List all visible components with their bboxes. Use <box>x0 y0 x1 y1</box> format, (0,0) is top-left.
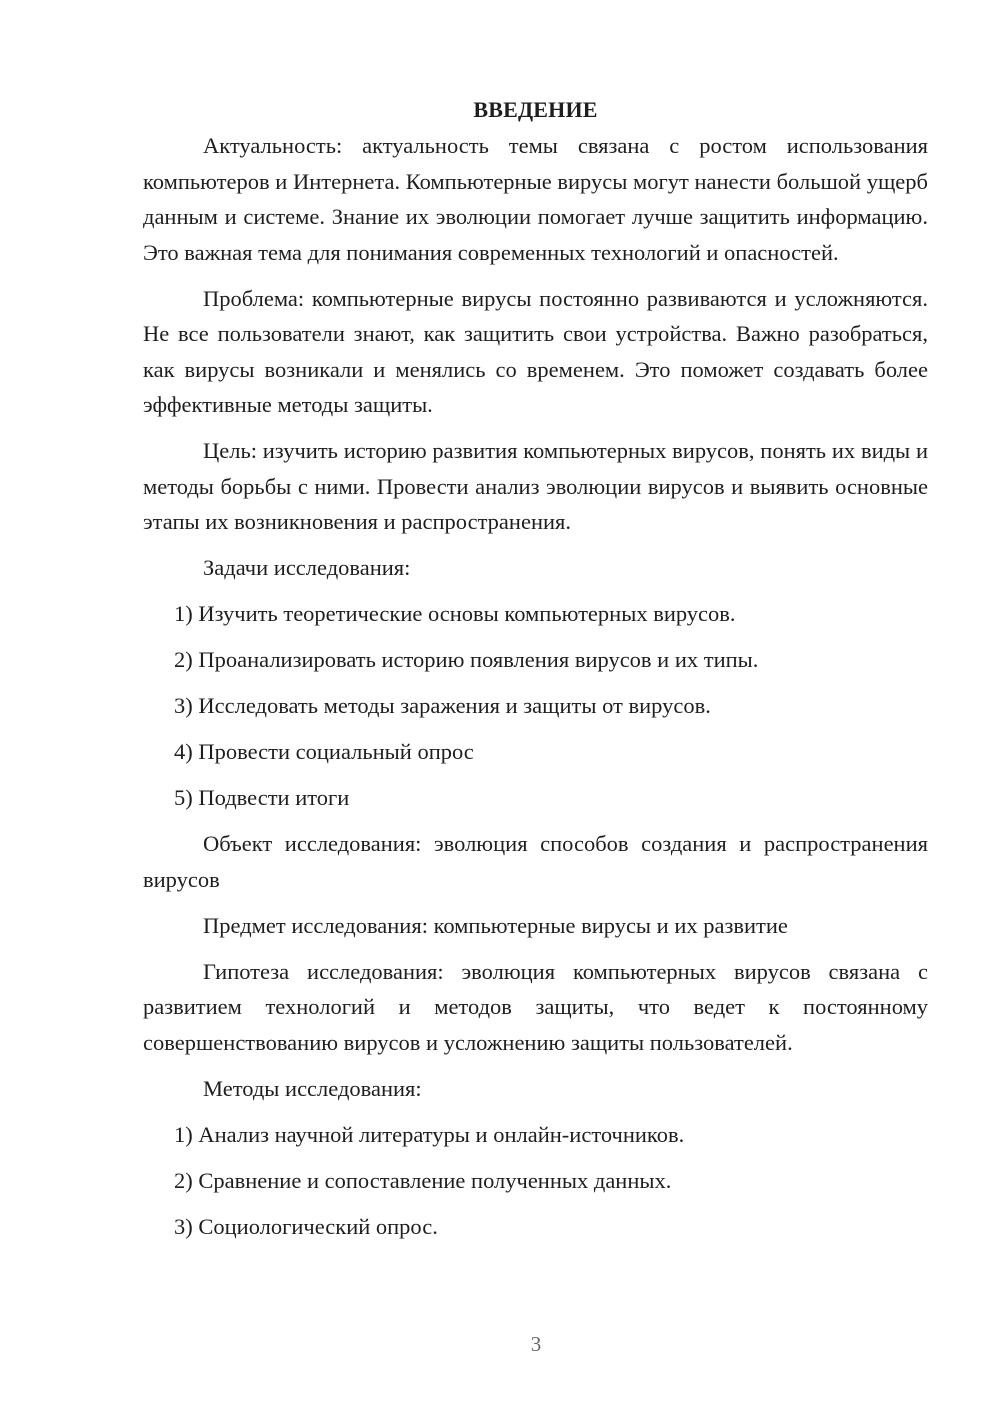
paragraph-hypothesis: Гипотеза исследования: эволюция компьютерных вирусов связана с развитием технологий и методов защиты, что ведет к постоянному совершенствованию вирусов и усложнению защиты пользователей. <box>143 958 928 1055</box>
paragraph-object: Объект исследования: эволюция способов создания и распространения вирусов <box>143 831 928 892</box>
task-item-2: 2) Проанализировать историю появления вирусов и их типы. <box>174 647 759 672</box>
page-number: 3 <box>530 1332 542 1356</box>
paragraph-subject: Предмет исследования: компьютерные вирусы и их развитие <box>203 912 788 938</box>
method-item-3: 3) Социологический опрос. <box>174 1213 438 1239</box>
document-page <box>143 92 928 1255</box>
task-item-5: 5) Подвести итоги <box>174 785 350 810</box>
methods-heading: Методы исследования: <box>203 1075 422 1101</box>
method-item-2: 2) Сравнение и сопоставление полученных данных. <box>174 1167 672 1193</box>
task-item-3: 3) Исследовать методы заражения и защиты от вирусов. <box>174 693 711 718</box>
paragraph-goal: Цель: изучить историю развития компьютерных вирусов, понять их виды и методы борьбы с ними. Провести анализ эволюции вирусов и выявить основные этапы их возникновения и распространения. <box>143 438 928 534</box>
tasks-heading: Задачи исследования: <box>203 555 411 580</box>
task-item-4: 4) Провести социальный опрос <box>174 739 474 764</box>
page-title: ВВЕДЕНИЕ <box>473 97 598 122</box>
task-item-1: 1) Изучить теоретические основы компьютерных вирусов. <box>174 601 736 626</box>
method-item-1: 1) Анализ научной литературы и онлайн-источников. <box>174 1121 685 1147</box>
paragraph-problem: Проблема: компьютерные вирусы постоянно развиваются и усложняются. Не все пользователи знают, как защитить свои устройства. Важно разобраться, как вирусы возникали и менялись со временем. Это поможет создавать более эффективные методы защиты. <box>143 285 928 417</box>
paragraph-relevance: Актуальность: актуальность темы связана с ростом использования компьютеров и Интернета. Компьютерные вирусы могут нанести большой ущерб данным и системе. Знание их эволюции помогает лучше защитить информацию. Это важная тема для понимания современных технологий и опасностей. <box>143 133 928 265</box>
